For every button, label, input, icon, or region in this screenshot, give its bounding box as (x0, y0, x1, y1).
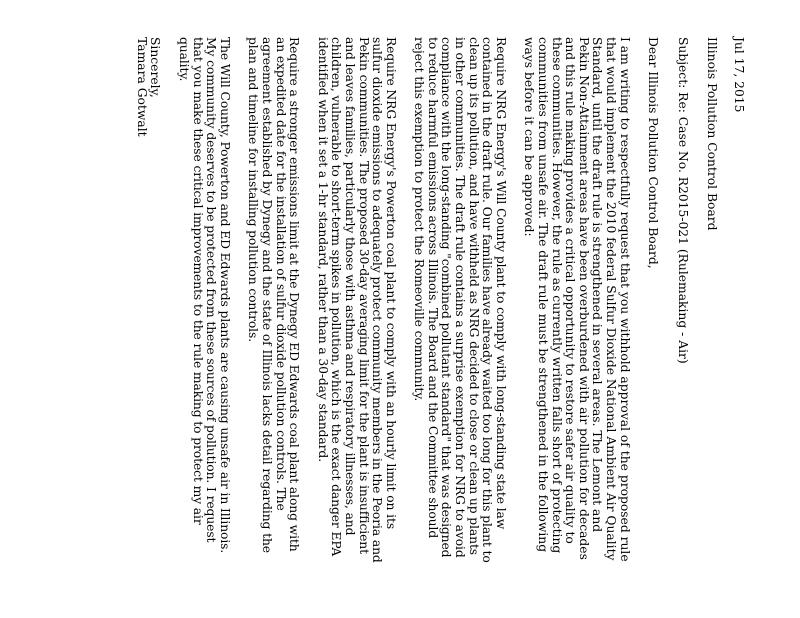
letter-paragraph-4: Require a stronger emissions limit at the Dynegy ED Edwards coal plant along with an expedited date for the installation of sulfur dioxide pollution controls. The agreement established by Dynegy and the state of Illinois lacks detail regarding the plan and timeline for installing pollution controls. (246, 37, 302, 553)
letter-closing: Sincerely, (148, 37, 163, 98)
letter-recipient: Illinois Pollution Control Board (705, 37, 720, 231)
letter-date: Jul 17, 2015 (732, 37, 746, 113)
letter-signature: Tamara Gotwalt (134, 37, 149, 137)
letter-subject: Subject: Re: Case No. R2015-021 (Rulemaking - Air) (675, 37, 690, 364)
letter-paragraph-5: The Will County, Powerton and ED Edwards plants are causing unsafe air in Illinois. My community deserves to be protected from these sources of pollution. I request that you make these critical improvements to the rule making to protect my air quality. (177, 37, 232, 554)
letter-paragraph-1: I am writing to respectfully request that you withhold approval of the proposed rule that would implement the 2010 federal Sulfur Dioxide National Ambient Air Quality Standard, until the draft rule is strengthened in several areas. The Lemont and Pekin Non-Attainment areas have been overburdened with air pollution for decades and this rule making provides a critical opportunity to restore safer air quality to these communities. However, the rule as currently written falls short of protecting communities from unsafe air. The draft rule must be strengthened in the following ways before it can be approved: (522, 37, 632, 562)
letter-body (134, 37, 745, 567)
letter-paragraph-2: Require NRG Energy's Will County plant to comply with long-standing state law contained in the draft rule. Our families have already waited too long for this plant to clean up its pollution, and have withheld as NRG decided to close or clean up plants in other communities. The draft rule contains a surprise exemption for NRG to avoid compliance with the long-standing "combined pollutant standard" that was designed to reduce harmful emissions across Illinois. The Board and the Committee should reject this exemption to protect the Romeoville community. (412, 37, 508, 563)
letter-paragraph-3: Require NRG Energy's Powerton coal plant to comply with an hourly limit on its sulfur dioxide emissions to adequately protect community members in the Peoria and Pekin communities. The proposed 30-day averaging limit for the plant is insufficient and leaves families, particularly those with asthma and respiratory illnesses, and children, vulnerable to short-term spikes in pollution, which is the exact danger EPA identified when it set a 1-hr standard, rather than a 30-day standard. (315, 37, 398, 563)
letter-salutation: Dear Illinois Pollution Control Board, (646, 37, 661, 269)
